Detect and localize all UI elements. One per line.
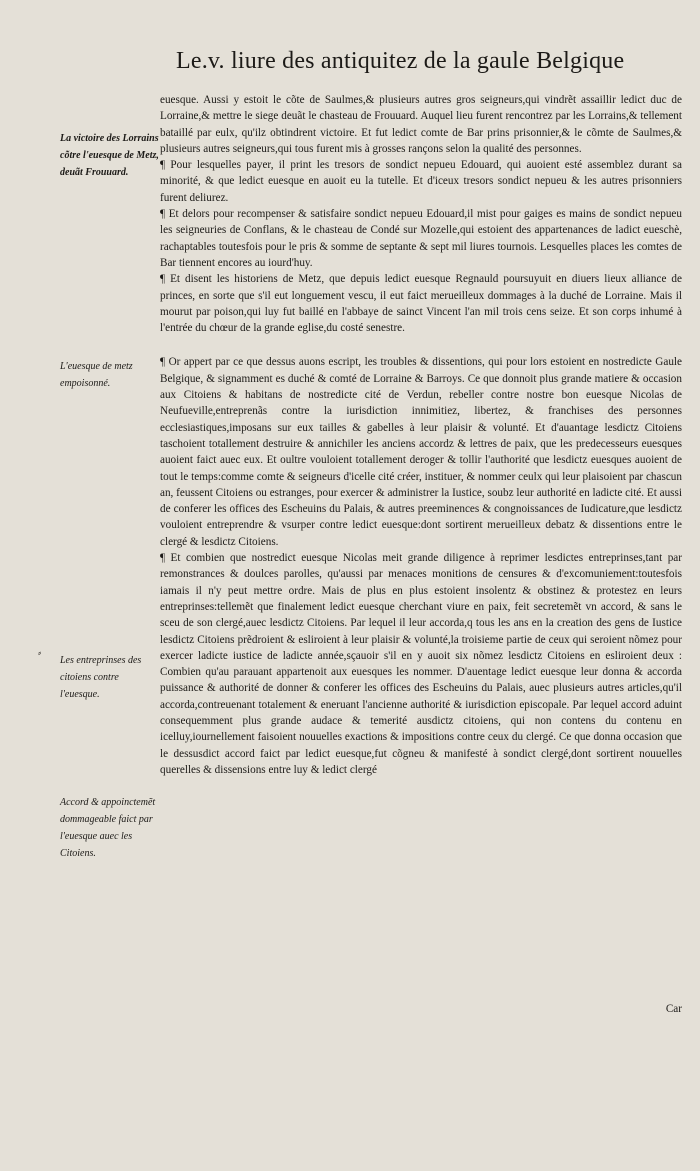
paragraph: ¶ Et disent les historiens de Metz, que depuis ledict euesque Regnauld poursuyuit en diuers lieux alliance de princes, en sorte que s'il eut longuement vescu, il eut faict merueilleux dommages à la duché de Lorraine. Mais il mourut par poison,qui luy fut baillé en l'abbaye de sainct Vincent l'an mil trois cens seize. Et son corps inhumé à l'entrée du chœur de la grande eglise,du costé senestre. [160, 273, 682, 335]
paragraph: ¶ Et delors pour recompenser & satisfaire sondict nepueu Edouard,il mist pour gaiges es mains de sondict nepueu les seigneuries de Conflans, & le chasteau de Condé sur Mozelle,qui estoient des appartenances de ladict eueschè, rachaptables toutesfois pour le pris & somme de septante & sept mil liures tournois. Lesquelles places les comtes de Bar tiennent encores au iourd'huy. [160, 208, 682, 269]
catchword: Car [665, 1003, 682, 1015]
page-running-title: Le.v. liure des antiquitez de la gaule Belgique [176, 48, 625, 74]
paragraph: ¶ Pour lesquelles payer, il print les tresors de sondict nepueu Edouard, qui auoient esté assemblez durant sa minorité, & que ledict euesque en auoit eu la tutelle. Et d'iceux tresors sondict nepueu & les autres prisonniers furent deliurez. [160, 159, 682, 204]
margin-tick-mark: ⸗ [38, 648, 42, 659]
paragraph: ¶ Or appert par ce que dessus auons escript, les troubles & dissentions, qui pour lors estoient en nostredicte Gaule Belgique, & signamment es duché & comté de Lorraine & Barroys. Ce que donnoit plus grande matiere & occasion aux Citoiens & habitans de nostredicte cité de Verdun, rebeller contre nostre bon euesque Nicolas de Neufueville,entreprenãs contre la iurisdiction innimitiez, libertez, & franchises des personnes ecclesiastiques,imposans sur eux tailles & gabelles à leur plaisir & volunté. Et d'auantage lesdictz Citoiens taschoient totallement destruire & annichiler les anciens accordz & lettres de paix, que les predecesseurs euesques auoient faict auec eux. Et oultre vouloient totallement deroger & tollir l'authorité que lesdictz euesques auoient de tout le temps:comme comte & seigneurs d'icelle cité créer, instituer, & nommer ceulx qui leur plaisoient par chascun an, feussent Citoiens ou estranges, pour exercer & administrer la Iustice, soubz leur authorité en ladicte cité. Et aussi de conferer les offices des Escheuins du Palais, & autres preeminences & congnoissances de Iudicature,que lesdictz vouloient entreprendre & vsurper contre ledict euesque:dont sortirent merueilleux debatz & dissentions entre le clergé & lesdictz Citoiens. [160, 356, 682, 548]
margin-note-enterprises: Les entreprinses des citoiens contre l'euesque. [60, 655, 142, 700]
margin-note-victory: La victoire des Lorrains cõtre l'euesque de Metz, deuãt Frouuard. [60, 133, 159, 178]
paragraph: euesque. Aussi y estoit le cõte de Saulmes,& plusieurs autres gros seigneurs,qui vindrẽt assaillir ledict duc de Lorraine,& mettre le siege deuãt le chasteau de Frouuard. Auquel lieu furent rencontrez par les Lorrains,& tellement bataillé par eulx, qu'ilz obtindrent victoire. Et fut ledict comte de Bar prins prisonnier,& le cõmte de Saulmes,& plusieurs autres seigneurs,qui tous furent mis à grosses rançons selon la qualité des personnes. [160, 94, 682, 155]
margin-note-poisoned: L'euesque de metz empoisonné. [60, 361, 133, 389]
paragraph: ¶ Et combien que nostredict euesque Nicolas meit grande diligence à reprimer lesdictes entreprinses,tant par remonstrances & doulces parolles, qu'aussi par menaces monitions de censures & d'excomuniement:toutesfois iamais il n'y peut mettre ordre. Mais de plus en plus estoient insolentz & obstinez & protestez en leurs entreprinses:tellemẽt que finalement ledict euesque cherchant viure en paix, feit secretemẽt vn accord, & sans le sceu de son clergé,auec lesdictz Citoiens. Par lequel il leur accorda,q tous les ans en la creation des gens de Iustice lesdictz Citoiens prẽdroient & esliroient à leur plaisir & volunté,la troisieme partie de ceux qui seroient nõmez pour exercer ladicte iustice de ladicte année,sçauoir s'il en y auoit six nõmez lesdictz Citoiens en esliroient deux : Combien qu'au parauant appartenoit aux euesques les nommer. D'auentage ledict euesque leur donna & accorda puissance & authorité de donner & conferer les offices des Escheuins du Palais, auec plusieurs autres articles,qu'il accorda,contreuenant totalement & eneruant l'ancienne authorité & iurisdiction episcopale. Par lequel accord aduint consequemment plus grande audace & temerité ausdictz citoiens, qui non contens du contenu en icelluy,iournellement faisoient nouuelles exactions & impositions contre ceux du clergé. Ce que donna occasion que le dessusdict accord faict par ledict euesque,fut cõgneu & manifesté à sondict clergé,dont sortirent nouuelles querelles & dissensions entre luy & ledict clergé [160, 552, 682, 776]
margin-note-accord: Accord & appoinctemẽt dommageable faict par l'euesque auec les Citoiens. [60, 797, 156, 859]
main-text-column [160, 92, 682, 778]
